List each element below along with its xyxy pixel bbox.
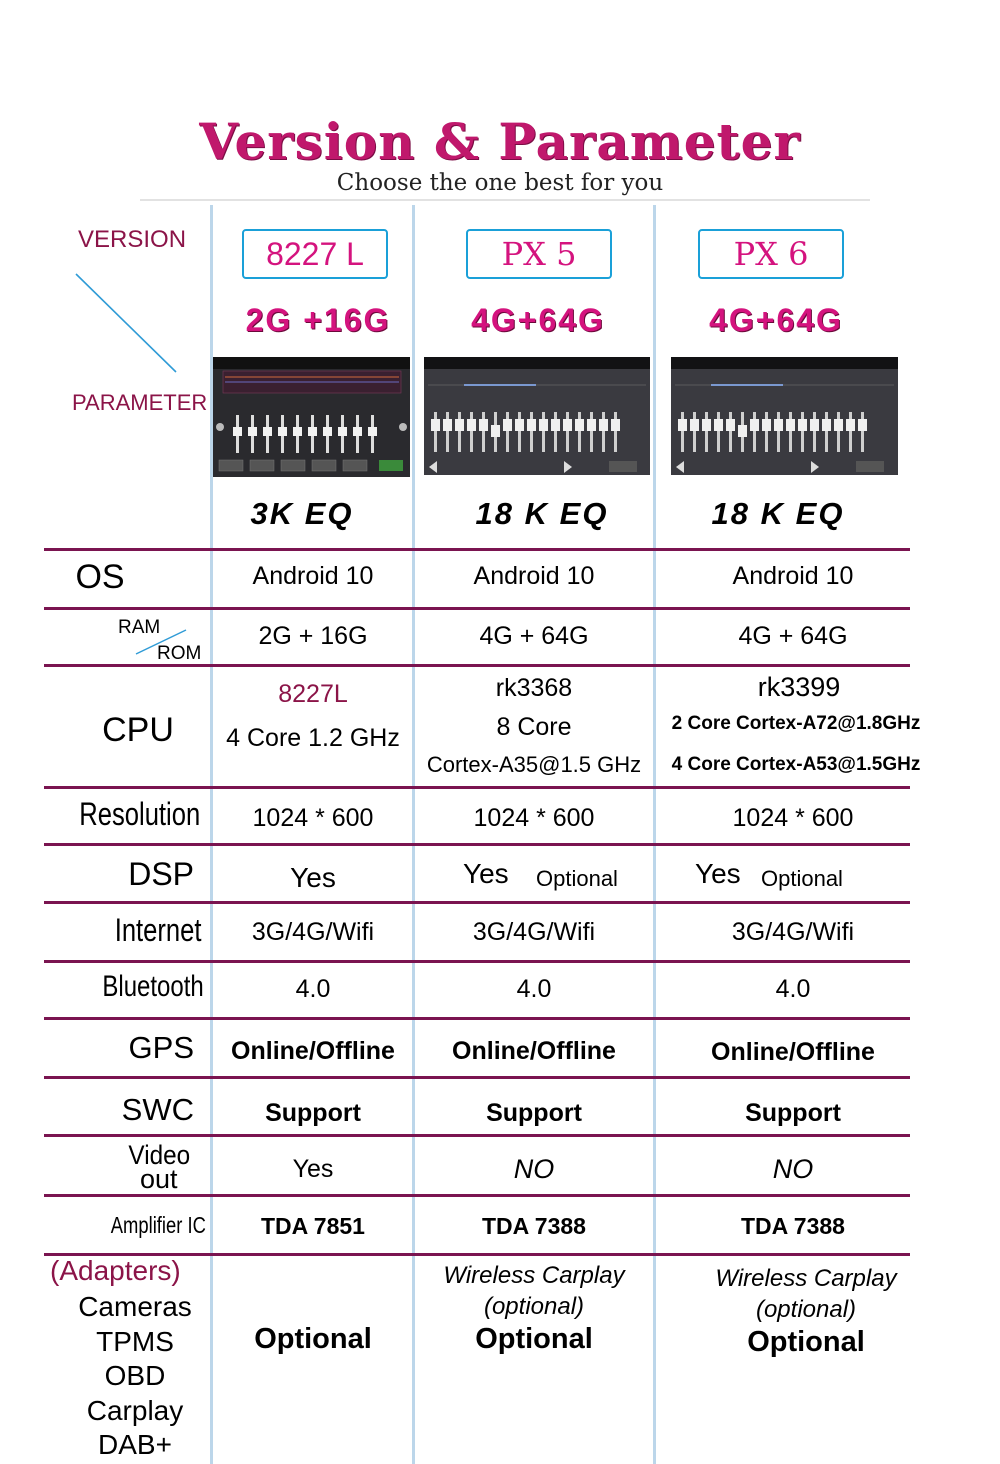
cpu-v2-arch: Cortex-A35@1.5 GHz — [426, 752, 642, 777]
adapter-item-dab: DAB+ — [98, 1429, 172, 1460]
corner-parameter-label: PARAMETER — [72, 390, 208, 415]
row-label-video: Video — [128, 1140, 191, 1170]
bluetooth-value-1: 4.0 — [295, 975, 331, 1003]
bluetooth-label-text: Bluetooth — [102, 970, 204, 1003]
subtitle-divider — [140, 199, 870, 201]
carplay-optional-3: (optional) — [755, 1296, 857, 1323]
internet-value-3: 3G/4G/Wifi — [731, 918, 855, 946]
row-divider — [44, 960, 910, 963]
eq-screenshot-px5 — [424, 357, 650, 475]
dsp-note-2: Optional — [536, 866, 618, 891]
row-label-os: OS — [75, 558, 125, 596]
swc-value-3: Support — [745, 1099, 841, 1127]
adapters-list — [60, 1290, 210, 1463]
corner-version-label: VERSION — [78, 226, 187, 253]
cpu-v2-chip: rk3368 — [495, 674, 573, 702]
row-label-swc: SWC — [121, 1092, 194, 1127]
amplifier-label-text: Amplifier IC — [110, 1212, 206, 1238]
version-memory-3: 4G+64G — [709, 302, 843, 338]
adapters-value-2: Optional — [475, 1323, 593, 1355]
gps-value-1: Online/Offline — [231, 1037, 395, 1065]
cpu-v1-cores: 4 Core 1.2 GHz — [226, 724, 400, 752]
row-label-bluetooth — [20, 970, 204, 1004]
video-out-value-3: NO — [772, 1154, 814, 1184]
os-value-3: Android 10 — [732, 562, 854, 590]
row-divider — [44, 786, 910, 789]
gps-value-2: Online/Offline — [452, 1037, 616, 1065]
row-label-gps: GPS — [128, 1030, 194, 1065]
amplifier-value-3: TDA 7388 — [741, 1213, 845, 1239]
internet-value-2: 3G/4G/Wifi — [472, 918, 596, 946]
eq-screenshot-px6 — [671, 357, 898, 475]
adapter-item-tpms: TPMS — [96, 1325, 174, 1357]
row-label-amplifier — [20, 1212, 206, 1239]
amplifier-value-1: TDA 7851 — [261, 1213, 365, 1239]
resolution-value-3: 1024 * 600 — [732, 804, 854, 832]
row-label-dsp: DSP — [128, 856, 194, 892]
adapter-item-obd: OBD — [104, 1360, 166, 1391]
resolution-value-1: 1024 * 600 — [252, 804, 374, 832]
carplay-note-3: Wireless Carplay — [715, 1265, 897, 1292]
version-memory-2: 4G+64G — [471, 302, 605, 338]
corner-diagonal-line — [70, 270, 190, 380]
adapter-item-cameras: Cameras — [78, 1291, 192, 1322]
dsp-value-2: Yes — [463, 858, 509, 889]
version-box-px5: PX 5 — [466, 229, 612, 279]
row-label-internet — [20, 912, 202, 949]
internet-value-1: 3G/4G/Wifi — [251, 918, 375, 946]
ram-rom-value-3: 4G + 64G — [738, 622, 848, 650]
video-out-value-1: Yes — [292, 1155, 334, 1183]
row-label-ram: RAM — [118, 617, 161, 638]
gps-value-3: Online/Offline — [711, 1038, 875, 1066]
cpu-v3-chip: rk3399 — [757, 672, 841, 702]
eq-screenshot-3k — [213, 357, 410, 477]
row-label-adapters: (Adapters) — [50, 1255, 181, 1286]
carplay-note-2: Wireless Carplay — [443, 1262, 625, 1289]
page-title: Version & Parameter — [199, 112, 801, 171]
dsp-note-3: Optional — [761, 866, 843, 891]
row-divider — [44, 901, 910, 904]
eq-label-2: 18 K EQ — [475, 496, 609, 531]
swc-value-2: Support — [486, 1099, 582, 1127]
row-divider — [44, 607, 910, 610]
version-memory-1: 2G +16G — [245, 302, 391, 338]
cpu-v3-big-cores: 2 Core Cortex-A72@1.8GHz — [671, 713, 921, 734]
resolution-value-2: 1024 * 600 — [473, 804, 595, 832]
bluetooth-value-3: 4.0 — [775, 975, 811, 1003]
carplay-optional-2: (optional) — [483, 1293, 585, 1320]
page-subtitle: Choose the one best for you — [336, 170, 664, 196]
ram-rom-value-1: 2G + 16G — [258, 622, 368, 650]
resolution-label-text: Resolution — [79, 796, 200, 832]
row-divider — [44, 1134, 910, 1137]
row-label-video-out: out — [140, 1164, 178, 1194]
eq-label-3: 18 K EQ — [711, 496, 845, 531]
cpu-v1-chip: 8227L — [278, 680, 348, 708]
cpu-v3-little-cores: 4 Core Cortex-A53@1.5GHz — [671, 754, 921, 775]
adapters-value-1: Optional — [254, 1323, 372, 1355]
row-divider — [44, 1017, 910, 1020]
dsp-value-3: Yes — [695, 858, 741, 889]
bluetooth-value-2: 4.0 — [516, 975, 552, 1003]
ram-rom-value-2: 4G + 64G — [479, 622, 589, 650]
os-value-1: Android 10 — [252, 562, 374, 590]
adapters-value-3: Optional — [747, 1326, 865, 1358]
cpu-v2-cores: 8 Core — [496, 713, 572, 741]
eq-label-1: 3K EQ — [250, 496, 354, 531]
row-label-rom: ROM — [157, 643, 202, 664]
video-out-value-2: NO — [513, 1154, 555, 1184]
dsp-value-1: Yes — [290, 862, 336, 893]
row-divider — [44, 548, 910, 551]
version-box-px6: PX 6 — [698, 229, 844, 279]
amplifier-value-2: TDA 7388 — [482, 1213, 586, 1239]
row-divider — [44, 843, 910, 846]
version-box-8227l: 8227 L — [242, 229, 388, 279]
internet-label-text: Internet — [115, 912, 202, 948]
row-label-cpu: CPU — [102, 711, 174, 749]
row-divider — [44, 1076, 910, 1079]
os-value-2: Android 10 — [473, 562, 595, 590]
adapter-item-carplay: Carplay — [86, 1394, 184, 1426]
row-label-resolution — [20, 796, 200, 833]
swc-value-1: Support — [265, 1099, 361, 1127]
